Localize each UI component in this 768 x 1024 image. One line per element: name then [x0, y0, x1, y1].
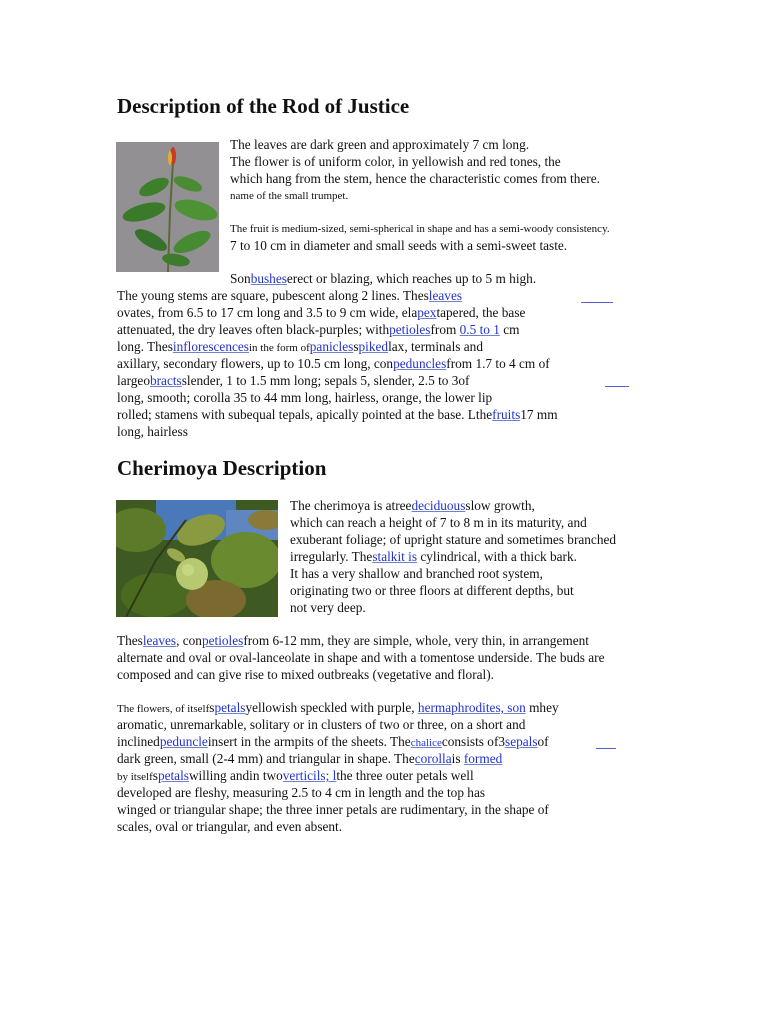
blank-underline — [605, 386, 629, 387]
text-line: which can reach a height of 7 to 8 m in its maturity, and — [290, 515, 587, 530]
text-line: originating two or three floors at different depths, but — [290, 583, 574, 598]
text: yellowish speckled with purple, — [245, 700, 418, 715]
text-line — [117, 322, 520, 338]
link-inflorescences[interactable]: inflorescences — [172, 339, 249, 354]
text: long. Thes — [117, 339, 173, 354]
link-corolla[interactable]: corolla — [414, 751, 452, 766]
text-line: aromatic, unremarkable, solitary or in clusters of two or three, on a short and — [117, 717, 526, 732]
text-line — [117, 339, 483, 356]
text-line: composed and can give rise to mixed outbreaks (vegetative and floral). — [117, 667, 494, 682]
text-line — [290, 549, 577, 565]
text: irregularly. The — [290, 549, 373, 564]
link-fruits[interactable]: fruits — [492, 407, 521, 422]
text: erect or blazing, which reaches up to 5 m high. — [286, 271, 537, 286]
text-line — [117, 407, 558, 423]
text: lax, terminals and — [388, 339, 483, 354]
text: inclined — [117, 734, 160, 749]
text-line: long, smooth; corolla 35 to 44 mm long, hairless, orange, the lower lip — [117, 390, 493, 405]
blank-underline — [581, 302, 613, 303]
text: dark green, small (2-4 mm) and triangular in shape. The — [117, 751, 415, 766]
text-line — [117, 700, 559, 717]
link-peduncle[interactable]: peduncle — [159, 734, 208, 749]
text-line — [117, 734, 549, 751]
text: , con — [176, 633, 202, 648]
text: Thes — [117, 633, 143, 648]
text-line — [117, 633, 589, 649]
link-leaves[interactable]: leaves — [142, 633, 177, 648]
text: cm — [499, 322, 520, 337]
link-leaves[interactable]: leaves — [428, 288, 463, 303]
text: from 6-12 mm, they are simple, whole, very thin, in arrangement — [243, 633, 589, 648]
text-line: The fruit is medium-sized, semi-spherical in shape and has a semi-woody consistency. — [230, 223, 610, 235]
text-line — [117, 373, 469, 389]
text: from — [430, 322, 460, 337]
text-line: The flower is of uniform color, in yellowish and red tones, the — [230, 154, 561, 169]
text: The flowers, of itself — [117, 703, 210, 715]
text: slender, 1 to 1.5 mm long; sepals 5, slender, 2.5 to 3of — [181, 373, 470, 388]
link-spiked[interactable]: piked — [358, 339, 389, 354]
text: slow growth, — [465, 498, 535, 513]
text-line — [117, 288, 462, 304]
link-hermaphrodites[interactable]: hermaphrodites, — [417, 700, 508, 715]
text: The cherimoya is atree — [290, 498, 412, 513]
link-petioles[interactable]: petioles — [389, 322, 431, 337]
text: axillary, secondary flowers, up to 10.5 cm long, con — [117, 356, 394, 371]
link-petioles[interactable]: petioles — [201, 633, 244, 648]
text: of — [537, 734, 549, 749]
text: from — [446, 356, 473, 371]
text: attenuated, the dry leaves often black-purples; with — [117, 322, 390, 337]
text-line: winged or triangular shape; the three inner petals are rudimentary, in the shape of — [117, 802, 549, 817]
text-line — [230, 271, 536, 287]
link-peduncles[interactable]: peduncles — [393, 356, 447, 371]
link-sepals[interactable]: sepals — [505, 734, 538, 749]
text: largeo — [117, 373, 150, 388]
link-apex[interactable]: pex — [417, 305, 437, 320]
link-son[interactable]: son — [507, 700, 526, 715]
text-line: not very deep. — [290, 600, 366, 615]
link-it-is[interactable]: it is — [397, 549, 418, 564]
text: by itself — [117, 771, 153, 783]
text: Son — [230, 271, 251, 286]
text: mhey — [525, 700, 559, 715]
cherimoya-photo — [116, 500, 278, 617]
text-line: developed are fleshy, measuring 2.5 to 4 cm in length and the top has — [117, 785, 486, 800]
text: tapered, the base — [436, 305, 526, 320]
text: rolled; stamens with subequal tepals, apically pointed at the base. Lthe — [117, 407, 493, 422]
link-bracts[interactable]: bracts — [149, 373, 182, 388]
text-line: exuberant foliage; of upright stature and sometimes branched — [290, 532, 617, 547]
text: cylindrical, with a thick bark. — [417, 549, 577, 564]
text-line: long, hairless — [117, 424, 188, 439]
text: ovates, from 6.5 to 17 cm long and 3.5 to 9 cm wide, ela — [117, 305, 418, 320]
link-panicles[interactable]: panicles — [309, 339, 354, 354]
section-title-rod-of-justice: Description of the Rod of Justice — [117, 94, 410, 118]
text-line: scales, oval or triangular, and even absent. — [117, 819, 343, 834]
text-line: It has a very shallow and branched root system, — [290, 566, 543, 581]
link-bushes[interactable]: bushes — [250, 271, 287, 286]
text-line: 7 to 10 cm in diameter and small seeds with a semi-sweet taste. — [230, 238, 568, 253]
text-line — [117, 305, 525, 321]
blank-underline — [596, 748, 616, 749]
link-deciduous[interactable]: deciduous — [411, 498, 466, 513]
text: 17 — [520, 407, 537, 422]
text: willing andin two — [188, 768, 283, 783]
link-chalice[interactable]: chalice — [410, 737, 442, 749]
link-formed[interactable]: formed — [463, 751, 503, 766]
text: s — [353, 339, 359, 354]
text-line — [290, 498, 535, 514]
text-line: which hang from the stem, hence the characteristic comes from there. — [230, 171, 600, 186]
link-verticils[interactable]: verticils; l — [282, 768, 337, 783]
text-line — [117, 751, 502, 767]
text: in the form of — [248, 342, 310, 354]
text: s — [209, 700, 215, 715]
link-petals[interactable]: petals — [157, 768, 189, 783]
text: s — [152, 768, 158, 783]
text: insert in the armpits of the sheets. The — [207, 734, 411, 749]
text: the three outer petals well — [336, 768, 474, 783]
text: 1.7 to 4 cm of — [472, 356, 550, 371]
text-line: name of the small trumpet. — [230, 190, 349, 202]
text: mm — [536, 407, 558, 422]
text: The young stems are square, pubescent along 2 lines. Thes — [117, 288, 429, 303]
link-range[interactable]: 0.5 to 1 — [459, 322, 500, 337]
link-stalk[interactable]: stalk — [372, 549, 398, 564]
text-line: The leaves are dark green and approximately 7 cm long. — [230, 137, 530, 152]
text-line — [117, 356, 550, 372]
text: is — [451, 751, 464, 766]
section-title-cherimoya: Cherimoya Description — [117, 456, 327, 480]
plant-photo — [116, 142, 219, 272]
text-line: alternate and oval or oval-lanceolate in shape and with a tomentose underside. The buds are — [117, 650, 605, 665]
text-line — [117, 768, 474, 785]
text: consists of3 — [441, 734, 506, 749]
link-petals[interactable]: petals — [214, 700, 246, 715]
